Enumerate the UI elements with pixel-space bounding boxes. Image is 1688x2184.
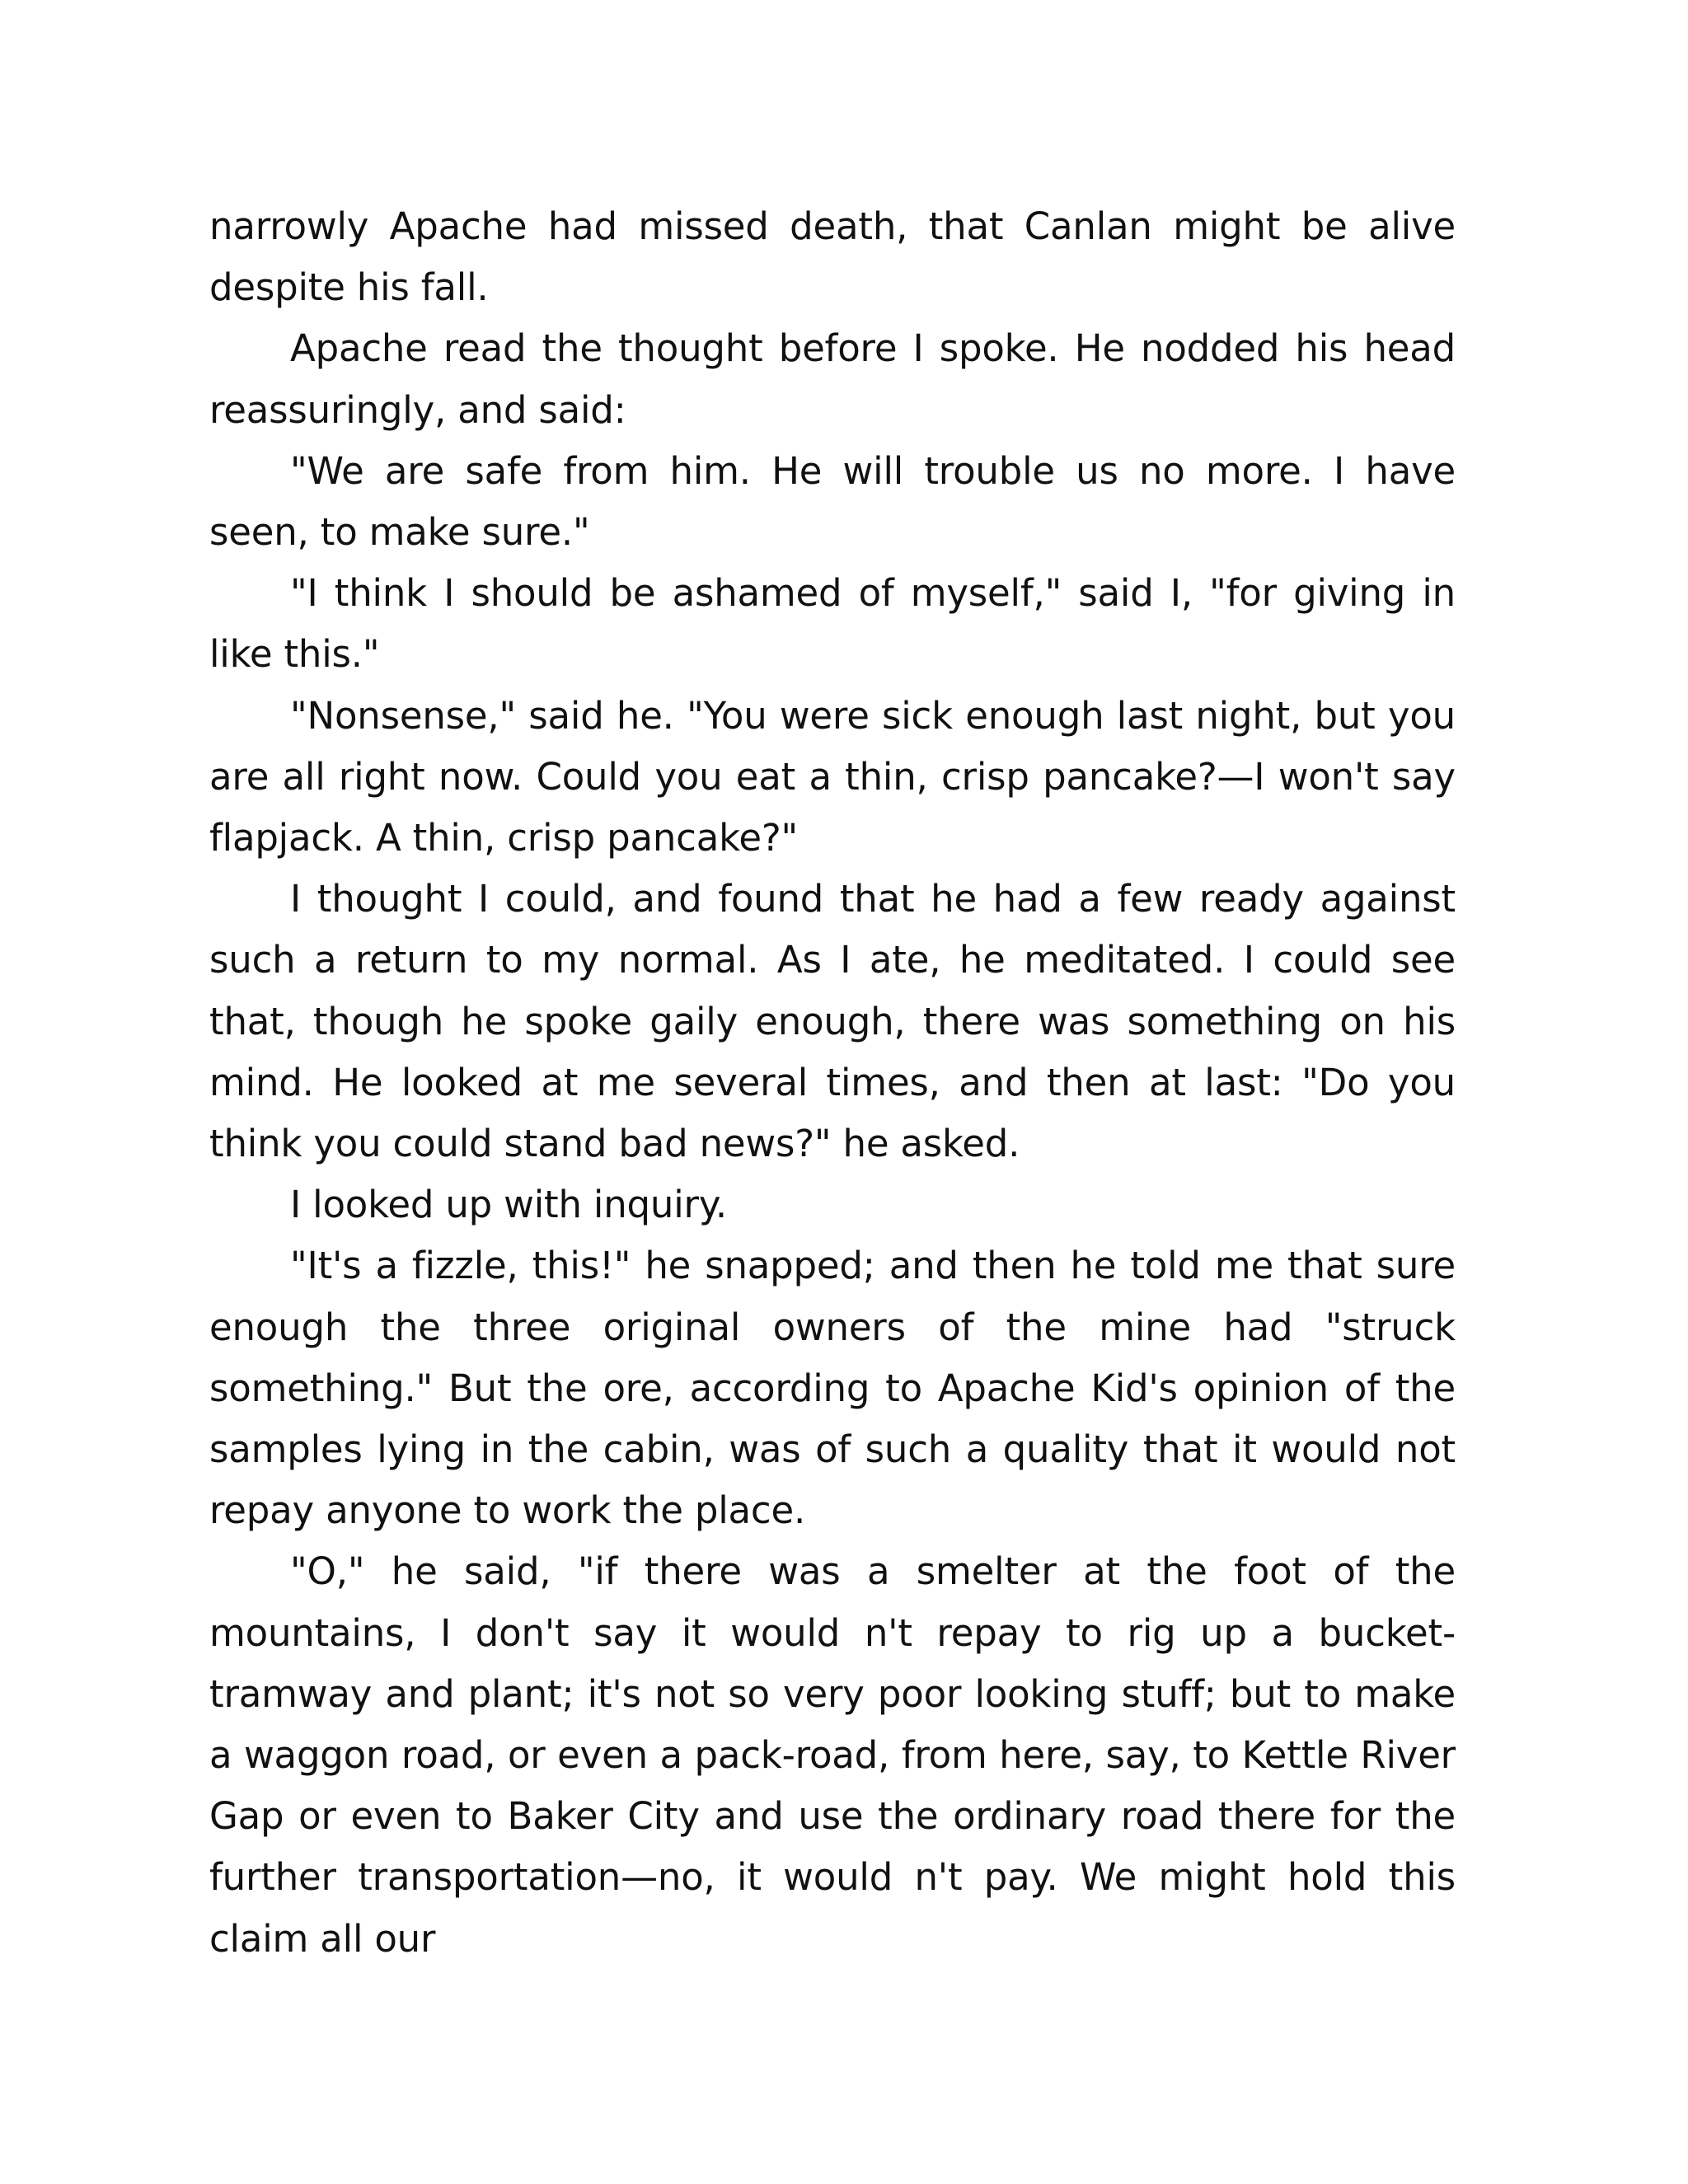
paragraph: "It's a fizzle, this!" he snapped; and then he told me that sure enough the three original owners of the mine had "struck something." But the ore, according to Apache Kid's opinion of the samples lying in the cabin, was of such a quality that it would not repay anyone to work the place. <box>209 1244 1456 1533</box>
paragraph: Apache read the thought before I spoke. He nodded his head reassuringly, and said: <box>209 326 1456 432</box>
paragraph: "Nonsense," said he. "You were sick enough last night, but you are all right now. Could you eat a thin, crisp pancake?—I won't say flapjack. A thin, crisp pancake?" <box>209 693 1456 860</box>
paragraph: I looked up with inquiry. <box>290 1183 727 1227</box>
paragraph: I thought I could, and found that he had a few ready against such a return to my normal. As I ate, he meditated. I could see that, though he spoke gaily enough, there was something on his mind. He looked at me several times, and then at last: "Do you think you could stand bad news?" he asked. <box>209 877 1456 1166</box>
paragraph: "O," he said, "if there was a smelter at the foot of the mountains, I don't say it would n't repay to rig up a bucket-tramway and plant; it's not so very poor looking stuff; but to make a waggon road, or even a pack-road, from here, say, to Kettle River Gap or even to Baker City and use the ordinary road there for the further transportation—no, it would n't pay. We might hold this claim all our <box>209 1549 1456 1961</box>
paragraph: "We are safe from him. He will trouble us no more. I have seen, to make sure." <box>209 448 1456 555</box>
paragraph: "I think I should be ashamed of myself," said I, "for giving in like this." <box>209 571 1456 677</box>
paragraph-continued: narrowly Apache had missed death, that Canlan might be alive despite his fall. <box>209 204 1456 310</box>
page-body <box>209 196 1456 1970</box>
